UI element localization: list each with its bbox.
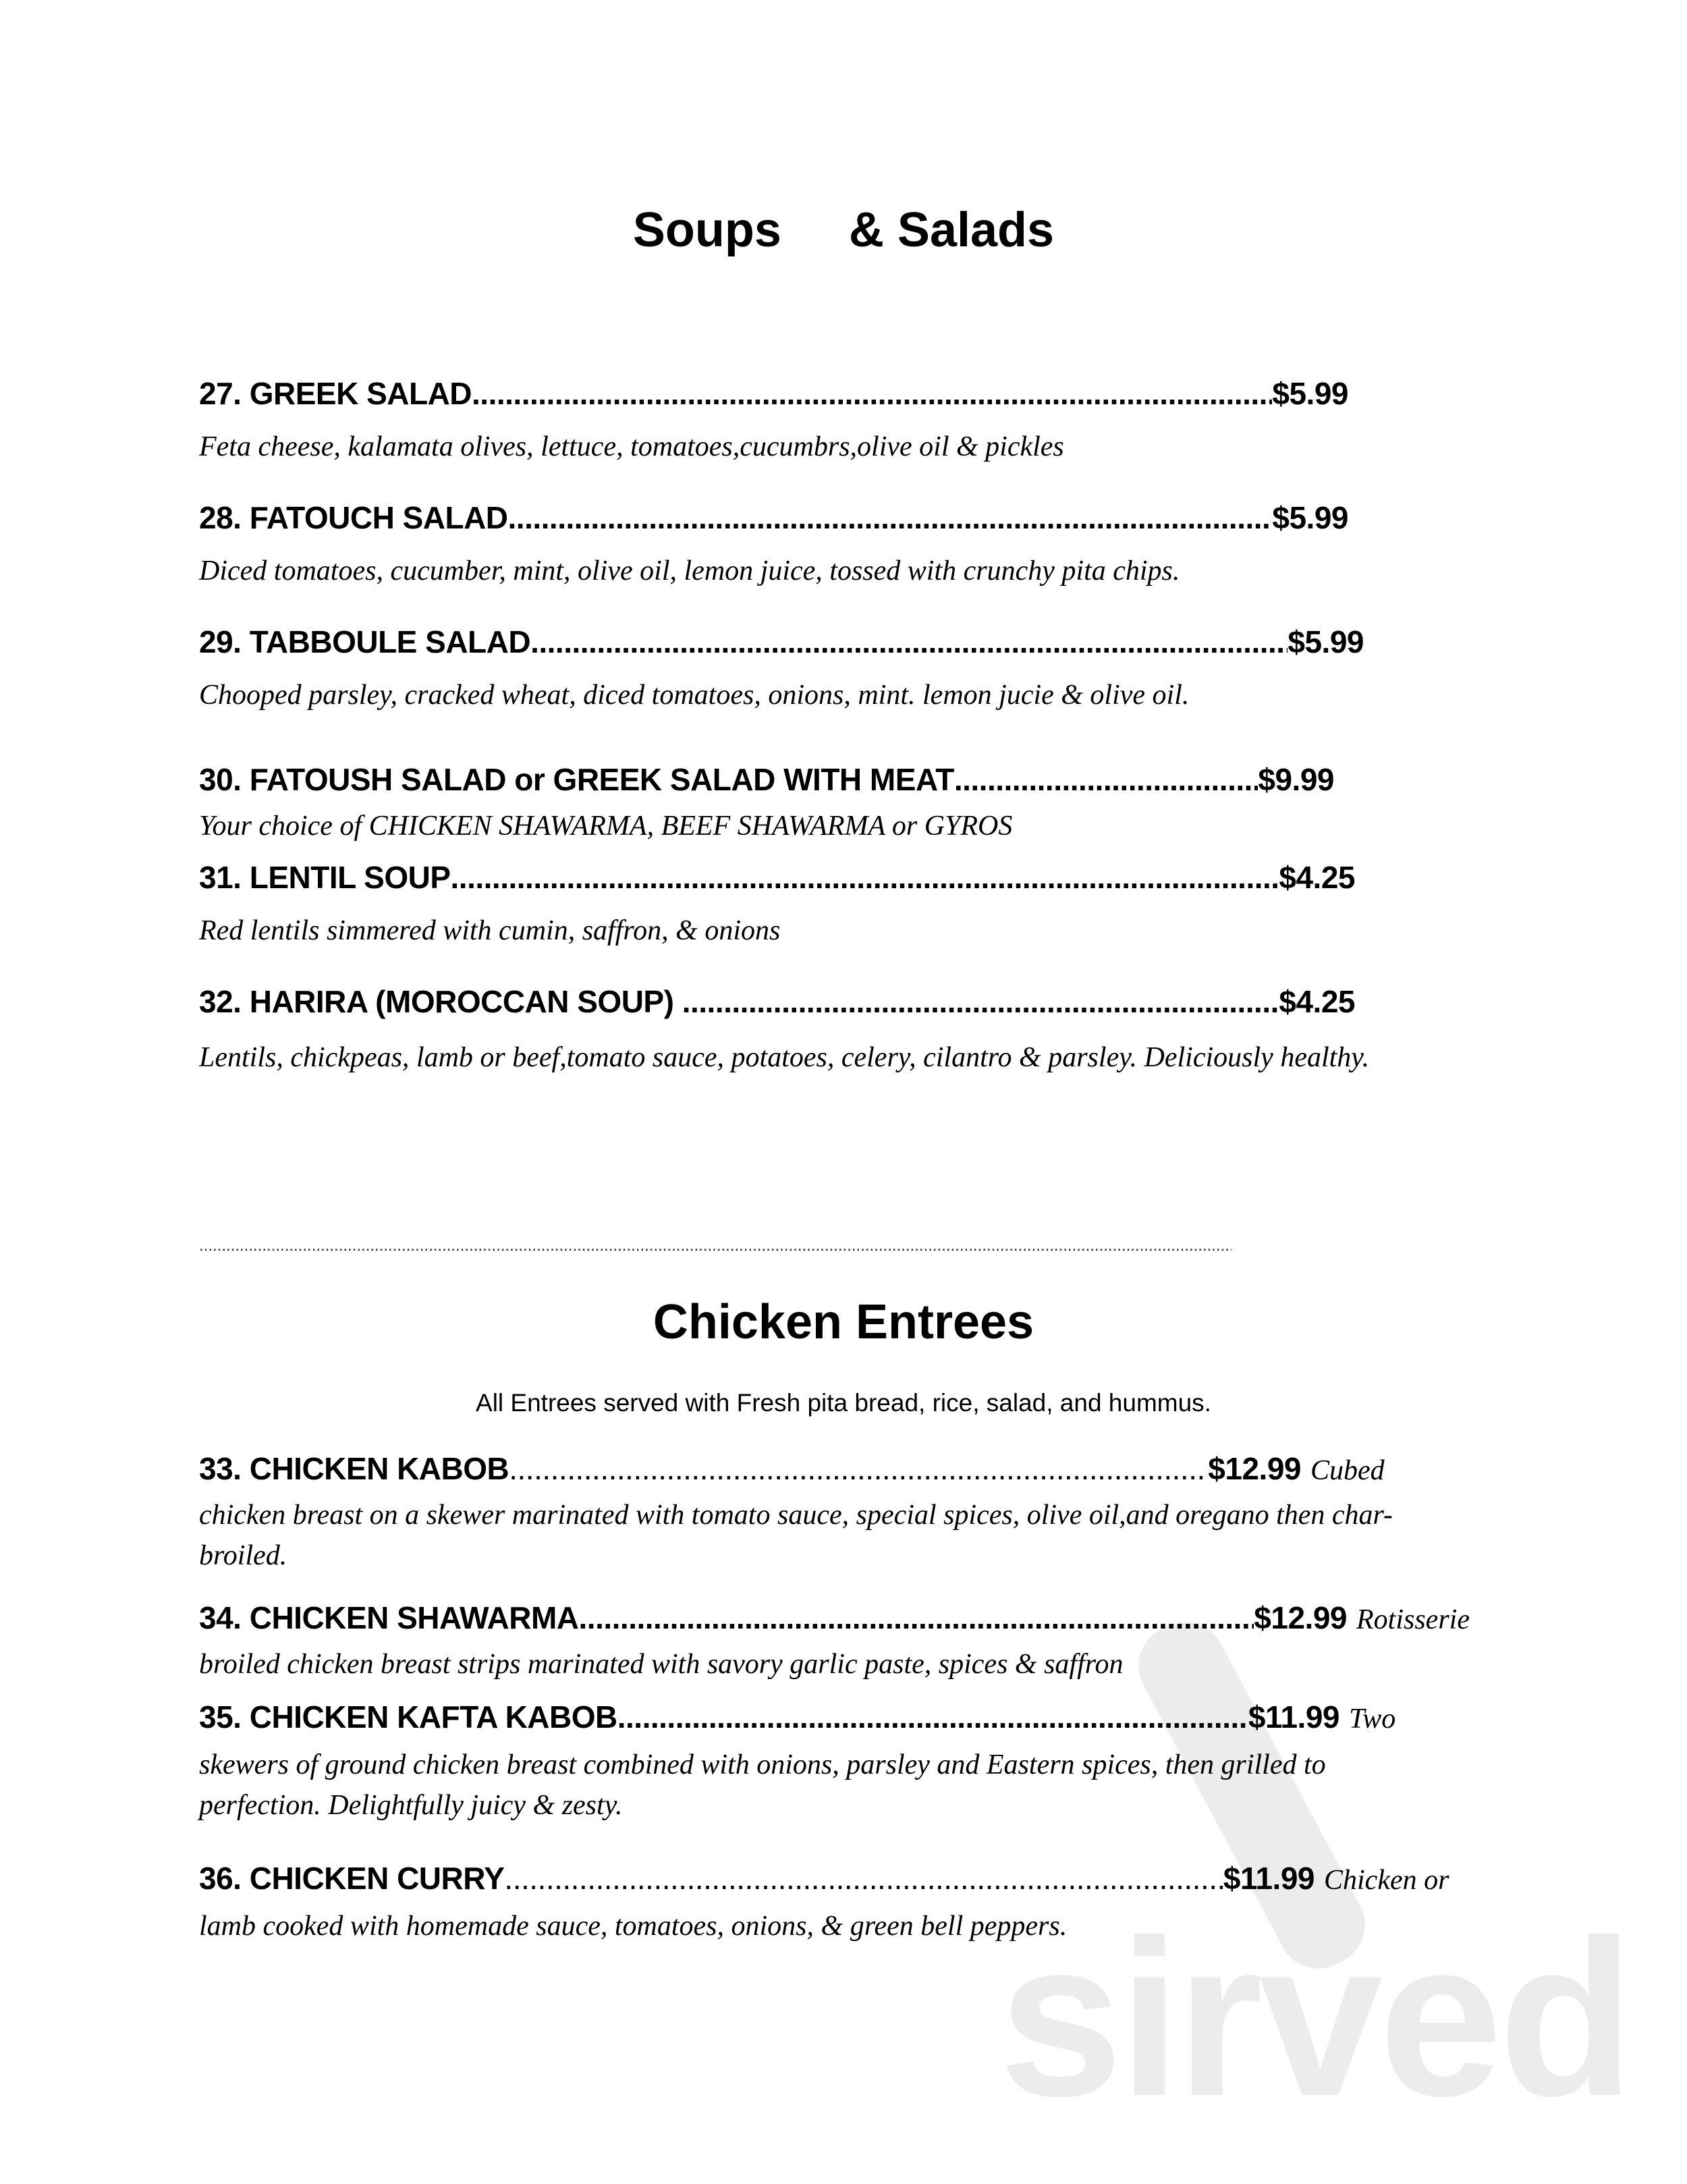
item-header — [199, 1699, 1396, 1735]
leader-dots — [954, 761, 1259, 798]
leader-dots — [508, 499, 1273, 536]
item-price: $12.99 — [1208, 1451, 1301, 1486]
leader-dots — [682, 983, 1279, 1020]
item-name: 30. FATOUSH SALAD or GREEK SALAD WITH MEAT — [199, 762, 954, 797]
item-name: 31. LENTIL SOUP — [199, 860, 451, 895]
item-description: Your choice of CHICKEN SHAWARMA, BEEF SHAWARMA or GYROS — [199, 811, 1013, 842]
item-header — [199, 859, 1355, 896]
item-name: 36. CHICKEN CURRY — [199, 1861, 505, 1896]
section-divider — [199, 1236, 1232, 1255]
item-name: 29. TABBOULE SALAD — [199, 624, 531, 659]
leader-dots — [617, 1699, 1248, 1735]
item-header — [199, 1450, 1385, 1487]
sirved-watermark: sirved — [999, 1893, 1631, 2142]
item-name: 28. FATOUCH SALAD — [199, 500, 508, 535]
item-description-lead: Cubed — [1310, 1455, 1385, 1486]
item-description: Chooped parsley, cracked wheat, diced tomatoes, onions, mint. lemon jucie & olive oil. — [199, 680, 1190, 711]
item-header — [199, 499, 1348, 536]
item-description: lamb cooked with homemade sauce, tomatoes, onions, & green bell peppers. — [199, 1911, 1068, 1942]
item-header — [199, 983, 1355, 1020]
item-description-lead: Two — [1349, 1703, 1396, 1735]
item-name: 35. CHICKEN KAFTA KABOB — [199, 1699, 617, 1735]
item-price: $9.99 — [1258, 762, 1334, 797]
leader-dots — [509, 1450, 1208, 1487]
item-name: 34. CHICKEN SHAWARMA — [199, 1600, 579, 1635]
item-description: chicken breast on a skewer marinated with tomato sauce, special spices, olive oil,and oregano then char-broiled. — [199, 1500, 1393, 1571]
item-price: $5.99 — [1288, 624, 1364, 659]
item-description: Lentils, chickpeas, lamb or beef,tomato sauce, potatoes, celery, cilantro & parsley. Deliciously healthy. — [199, 1042, 1370, 1073]
item-description: Red lentils simmered with cumin, saffron, & onions — [199, 915, 781, 946]
leader-dots — [579, 1600, 1254, 1636]
item-description: skewers of ground chicken breast combined with onions, parsley and Eastern spices, then grilled to perfection. Delightfully juicy & zesty. — [199, 1749, 1326, 1821]
section-title-chicken-entrees: Chicken Entrees — [653, 1295, 1034, 1349]
item-price: $5.99 — [1272, 376, 1348, 411]
item-description: Feta cheese, kalamata olives, lettuce, tomatoes,cucumbrs,olive oil & pickles — [199, 431, 1064, 462]
item-name: 32. HARIRA (MOROCCAN SOUP) — [199, 984, 682, 1019]
leader-dots — [504, 1860, 1223, 1896]
item-description: broiled chicken breast strips marinated with savory garlic paste, spices & saffron — [199, 1649, 1124, 1680]
item-price: $12.99 — [1254, 1600, 1347, 1635]
section-subtitle: All Entrees served with Fresh pita bread, rice, salad, and hummus. — [476, 1389, 1211, 1417]
item-description: Diced tomatoes, cucumber, mint, olive oil, lemon juice, tossed with crunchy pita chips. — [199, 555, 1180, 586]
item-header — [199, 624, 1364, 660]
item-price: $5.99 — [1272, 500, 1348, 535]
item-header — [199, 1600, 1470, 1636]
section-title-soups-salads: Soups & Salads — [632, 203, 1055, 257]
leader-dots — [472, 375, 1272, 412]
item-header — [199, 1860, 1449, 1896]
leader-dots — [451, 859, 1279, 896]
item-header — [199, 375, 1348, 412]
item-header — [199, 761, 1334, 798]
item-price: $11.99 — [1248, 1699, 1339, 1735]
item-description-lead: Rotisserie — [1356, 1604, 1470, 1635]
item-price: $11.99 — [1223, 1861, 1315, 1896]
item-name: 33. CHICKEN KABOB — [199, 1451, 509, 1486]
leader-dots — [530, 624, 1288, 660]
item-price: $4.25 — [1279, 860, 1355, 895]
item-description-lead: Chicken or — [1324, 1865, 1449, 1896]
item-name: 27. GREEK SALAD — [199, 376, 472, 411]
item-price: $4.25 — [1279, 984, 1355, 1019]
